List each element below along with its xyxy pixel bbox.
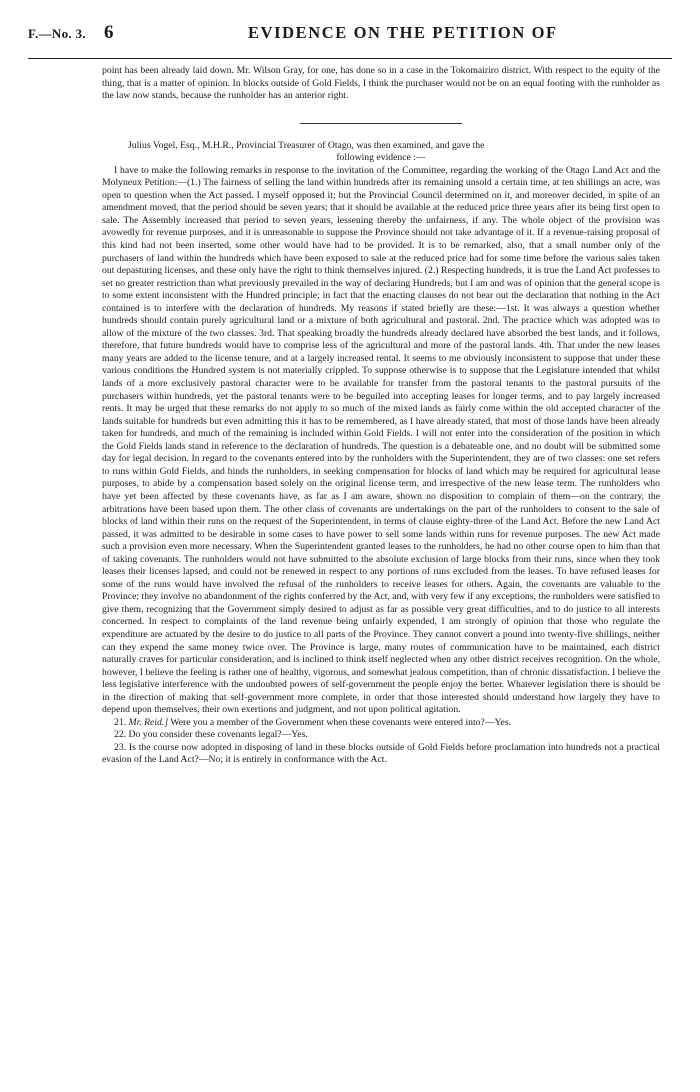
question-number: 22. [114, 729, 127, 741]
question-text: Is the course now adopted in disposing of land in these blocks outside of Gold Fields before proclamation into hundreds not a practical evasion of the Land Act?—No; it is entirely in conformance with the Act. [102, 741, 660, 766]
question-21 [102, 717, 660, 730]
running-title: EVIDENCE ON THE PETITION OF [248, 23, 558, 42]
question-number: 21. [114, 716, 127, 728]
page-header [28, 22, 672, 59]
document-body [28, 65, 672, 767]
intro-paragraph: point has been already laid down. Mr. Wilson Gray, for one, has done so in a case in the Tokomairiro district. With respect to the equity of the thing, that is a matter of opinion. In blocks outside of Gold Fields, I think the purchaser would not be on an equal footing with the runholder as the law now stands, because the runholder has an anterior right. [102, 65, 660, 102]
paper-reference: F.—No. 3. [28, 26, 86, 41]
question-23 [102, 742, 660, 767]
question-number: 23. [114, 741, 127, 753]
witness-intro-continuation: following evidence :— [336, 152, 426, 164]
page-number: 6 [104, 22, 114, 43]
question-text: Were you a member of the Government when these covenants were entered into?—Yes. [170, 716, 512, 728]
question-text: Do you consider these covenants legal?—Yes. [128, 729, 308, 741]
vogel-statement: I have to make the following remarks in response to the invitation of the Committee, regarding the working of the Otago Land Act and the Molyneux Petition:—(1.) The fairness of selling the land within hundreds after its remaining unsold a certain time, at ten shillings an acre, was open to question when the Act passed. I myself opposed it; but the Provincial Council determined on it, and moreover decided, in spite of an amendment moved, that the period should be seven years; that it should be available at the reduced price three years after its being first open to sale. The Assembly increased that period to seven years, lessening thereby the unfairness, if any. The whole object of the provision was avowedly for revenue purposes, and it is unreasonable to suppose the Province should not take advantage of it. If a revenue-raising proposal of this kind had not been inserted, some other would have had to be provided. It is to be remarked, also, that a small number only of the purchasers of land within the hundreds which have been exposed to sale at the reduced price had for some time before the various sales taken out depasturing licenses, and these only have the right to think themselves injured. (2.) Respecting hundreds, it is true the Land Act professes to set no greater restriction than what previously prevailed in the way of declaring Hundreds, but I am and was of opinion that the general scope is to some extent inconsistent with the Hundred principle; in fact that the enacting clauses do not bear out the declaration that nothing in the Act contained is to interfere with the declaration of hundreds. My reasons if stated briefly are these:—1st. It was always a question whether hundreds should contain purely agricultural land or a mixture of both agricultural and pastoral. 2nd. The practice which was adopted was to allow of the mixture of the two classes. 3rd. That speaking broadly the hundreds already declared have absorbed the best lands, and it follows, therefore, that future hundreds would have to comprise less of the agricultural and more of the pastoral lands. 4th. That under the new leases many years are added to the license tenure, and at a largely increased rental. It seems to me obviously inconsistent to suppose that under these various conditions the Hundred system is not materially crippled. To suppose otherwise is to suppose that the Legislature intended that whilst lands of a more exclusively pastoral character were to be available for transfer from the pastoral tenants to the pastoral pursuits of the purchasers within hundreds, yet the pastoral tenants were to be beguiled into accepting leases for longer terms, and to pay largely increased rents. It may be urged that these remarks do not apply to so much of the mixed lands as fairly come within the old accepted character of the lands suitable for hundreds but even admitting this it has to be remembered, as I have already stated, that most of those lands have been already taken for hundreds, and much of the remaining is included within Gold Fields. I will not enter into the consideration of the position in which the Gold Fields lands stand in reference to the declaration of hundreds. The question is a debateable one, and no doubt will be submitted some day for legal decision. In regard to the covenants entered into by the runholders with the Superintendent, they are of two classes: one set refers to runs within Gold Fields, and binds the runholders, in seeking compensation for blocks of land which may be required for agricultural lease purposes, to abide by a compensation based solely on the original license term, and irrespective of the new lease term. The runholders who have yet been affected by these covenants have, as far as I am aware, shown no disposition to complain of them—on the contrary, the arbitrations have been based upon them. The other class of covenants are undertakings on the part of the runholders to consent to the sale of blocks of land within their runs on the request of the Superintendent, in terms of clause eighty-three of the Land Act. Before the new Land Act passed, it was admitted to be desirable in some cases to have power to sell some lands within runs for revenue purposes. The new Act made such a provision even more necessary. When the Superintendent granted leases to the runholders, he had no other course open to him than that of taking covenants. The runholders would not have submitted to the absolute exclusion of large blocks from their runs, since when they took leases their licenses lapsed, and could not be renewed in respect to any portions of runs excluded from the leases. To have refused leases for some of the runs would have involved the refusal of the runholders to receive leases for others. Again, the covenants are valuable to the Province; they involve no abandonment of the rights conferred by the Act, and, with very few if any exceptions, the runholders were satisfied to give them, recognizing that the Government simply desired to adjust as far as possible very great difficulties, and to do justice to all interests concerned. In respect to complaints of the land revenue being unfairly expended, I am strongly of opinion that those who regulate the expenditure are actuated by the desire to do justice to all parts of the Province. They cannot convert a pound into twenty-five shillings, neither can they expend the same money twice over. The Province is large, many routes of communication have to be maintained, each district naturally craves for particular consideration, and is inclined to think itself neglected when any other district receives recognition. On the whole, however, I believe the feeling is rather one of healthy, vigorous, and somewhat jealous competition, than of chronic dissatisfaction. I believe the less legislative interference with the undoubted powers of self-government the people enjoy the better. Whatever legislation there is should be in the direction of making that self-government more complete, in order that those interested should understand how largely they have to depend upon themselves, their own exertions and judgment, and not upon political agitation. [102, 164, 660, 716]
witness-intro-line: Julius Vogel, Esq., M.H.R., Provincial Treasurer of Otago, was then examined, and gave the [128, 139, 485, 151]
examiner-name: Mr. Reid.] [128, 716, 169, 728]
question-22 [102, 729, 660, 742]
section-divider [300, 123, 462, 124]
